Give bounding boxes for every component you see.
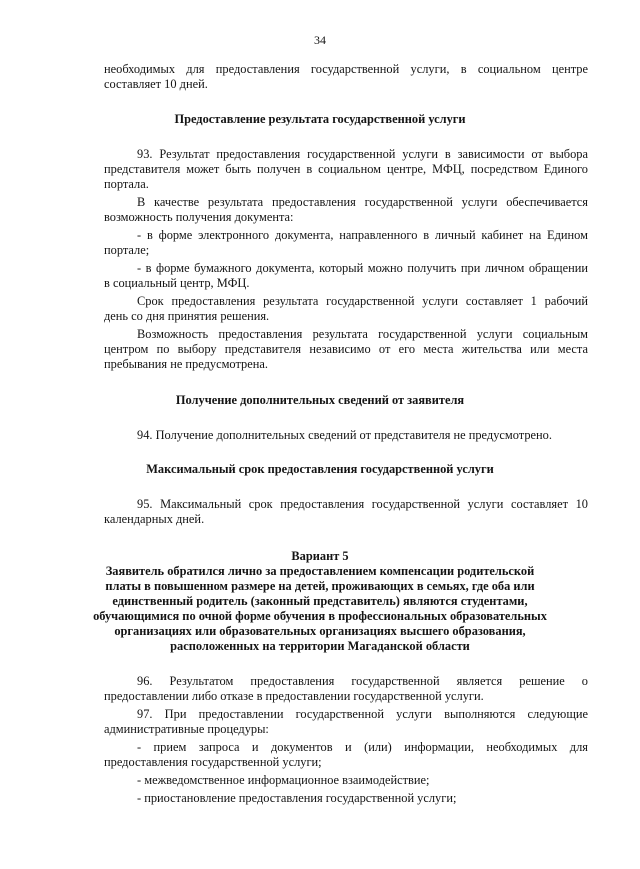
paragraph-possibility-line: Возможность предоставления результата государственной услуги социальным <box>137 327 588 341</box>
section-heading-result: Предоставление результата государственной услуги <box>174 112 466 126</box>
paragraph-94: 94. Получение дополнительных сведений от представителя не предусмотрено. <box>137 428 552 442</box>
paragraph-96-line: предоставлении либо отказе в предоставлении государственной услуги. <box>104 689 484 703</box>
paragraph-term-line: день со дня принятия решения. <box>104 309 270 323</box>
paragraph-93-line: представителя может быть получен в социальном центре, МФЦ, посредством Единого <box>104 162 588 176</box>
procedure-item: - приостановление предоставления государственной услуги; <box>137 791 457 805</box>
intro-line: составляет 10 дней. <box>104 77 208 91</box>
paragraph-97-line: административные процедуры: <box>104 722 269 736</box>
variant-title: Вариант 5 <box>291 549 349 563</box>
variant-description-line: единственный родитель (законный представитель) являются студентами, <box>112 594 528 608</box>
page-number: 34 <box>314 33 326 47</box>
paragraph-97-line: 97. При предоставлении государственной услуги выполняются следующие <box>137 707 588 721</box>
paragraph-95-line: календарных дней. <box>104 512 205 526</box>
variant-description-line: обучающимися по очной форме обучения в профессиональных образовательных <box>93 609 547 623</box>
variant-description-line: расположенных на территории Магаданской области <box>170 639 470 653</box>
bullet-electronic-line: портале; <box>104 243 150 257</box>
section-heading-additional-info: Получение дополнительных сведений от заявителя <box>175 393 465 407</box>
paragraph-93-line: портала. <box>104 177 149 191</box>
procedure-item-line: - прием запроса и документов и (или) информации, необходимых для <box>137 740 588 754</box>
bullet-paper-line: в социальный центр, МФЦ. <box>104 276 250 290</box>
paragraph-96-line: 96. Результатом предоставления государственной является решение о <box>137 674 588 688</box>
paragraph-result-line: В качестве результата предоставления государственной услуги обеспечивается <box>137 195 588 209</box>
variant-description-line: платы в повышенном размере на детей, проживающих в семьях, где оба или <box>105 579 535 593</box>
paragraph-result-line: возможность получения документа: <box>104 210 294 224</box>
section-heading-max-term: Максимальный срок предоставления государственной услуги <box>146 462 494 476</box>
paragraph-term-line: Срок предоставления результата государственной услуги составляет 1 рабочий <box>137 294 588 308</box>
paragraph-93-line: 93. Результат предоставления государственной услуги в зависимости от выбора <box>137 147 588 161</box>
bullet-electronic-line: - в форме электронного документа, направленного в личный кабинет на Едином <box>137 228 588 242</box>
procedure-item: - межведомственное информационное взаимодействие; <box>137 773 430 787</box>
paragraph-95-line: 95. Максимальный срок предоставления государственной услуги составляет 10 <box>137 497 588 511</box>
paragraph-possibility-line: пребывания не предусмотрена. <box>104 357 268 371</box>
bullet-paper-line: - в форме бумажного документа, который можно получить при личном обращении <box>137 261 588 275</box>
variant-description-line: Заявитель обратился лично за предоставлением компенсации родительской <box>105 564 535 578</box>
variant-description-line: организациях или образовательных организациях высшего образования, <box>114 624 526 638</box>
procedure-item-line: предоставления государственной услуги; <box>104 755 322 769</box>
paragraph-possibility-line: центром по выбору представителя независимо от его места жительства или места <box>104 342 588 356</box>
intro-line: необходимых для предоставления государственной услуги, в социальном центре <box>104 62 588 76</box>
